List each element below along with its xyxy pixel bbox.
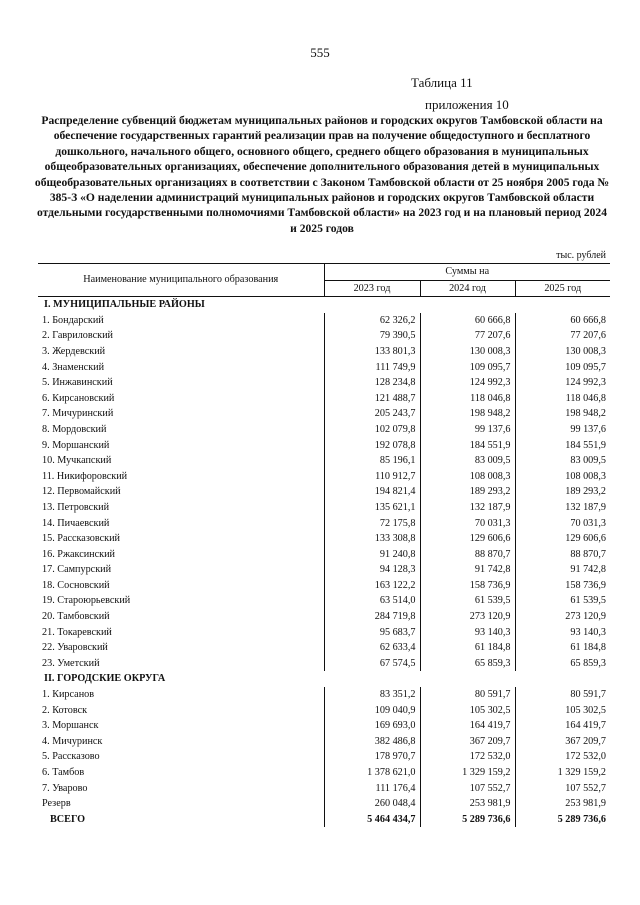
units-label: тыс. рублей: [556, 250, 606, 261]
value-2025: 83 009,5: [515, 453, 610, 469]
value-2025: 99 137,6: [515, 422, 610, 438]
value-2023: 121 488,7: [324, 391, 420, 407]
value-2025: 107 552,7: [515, 781, 610, 797]
value-2024: 105 302,5: [420, 703, 515, 719]
value-2023: 169 693,0: [324, 718, 420, 734]
table-row: [38, 562, 610, 578]
value-2025: 130 008,3: [515, 344, 610, 360]
row-name: 19. Староюрьевский: [42, 595, 131, 607]
value-2024: 77 207,6: [420, 328, 515, 344]
value-2023: 205 243,7: [324, 406, 420, 422]
row-name: 12. Первомайский: [42, 486, 121, 498]
value-2024: 108 008,3: [420, 469, 515, 485]
value-2025: 189 293,2: [515, 484, 610, 500]
value-2023: 194 821,4: [324, 484, 420, 500]
value-2025: 198 948,2: [515, 406, 610, 422]
row-name: 2. Гавриловский: [42, 330, 114, 342]
row-name: 20. Тамбовский: [42, 611, 110, 623]
value-2023: 284 719,8: [324, 609, 420, 625]
value-2024: 5 289 736,6: [420, 812, 515, 828]
value-2024: 107 552,7: [420, 781, 515, 797]
row-name: 5. Инжавинский: [42, 377, 113, 389]
row-name: 18. Сосновский: [42, 579, 110, 591]
value-2023: 109 040,9: [324, 703, 420, 719]
page-number: 555: [310, 45, 330, 60]
value-2025: 105 302,5: [515, 703, 610, 719]
row-name: 17. Сампурский: [42, 564, 112, 576]
value-2024: 158 736,9: [420, 578, 515, 594]
row-name: ВСЕГО: [50, 813, 86, 825]
table-row: [38, 625, 610, 641]
table-row: [38, 484, 610, 500]
value-2025: 80 591,7: [515, 687, 610, 703]
value-2023: 67 574,5: [324, 656, 420, 672]
row-name: 4. Мичуринск: [42, 735, 103, 747]
appendix-label: приложения 10: [425, 97, 509, 112]
row-name: 21. Токаревский: [42, 626, 112, 638]
value-2025: 132 187,9: [515, 500, 610, 516]
column-header-2023: 2023 год: [324, 280, 420, 297]
row-name: 3. Жердевский: [42, 345, 106, 357]
subsidy-table: [38, 263, 610, 827]
value-2025: 88 870,7: [515, 547, 610, 563]
value-2023: 135 621,1: [324, 500, 420, 516]
value-2023: 102 079,8: [324, 422, 420, 438]
value-2025: 158 736,9: [515, 578, 610, 594]
row-name: 13. Петровский: [42, 501, 110, 513]
value-2024: 93 140,3: [420, 625, 515, 641]
value-2023: 382 486,8: [324, 734, 420, 750]
value-2023: 62 633,4: [324, 640, 420, 656]
total-row: [38, 812, 610, 828]
value-2024: 109 095,7: [420, 360, 515, 376]
value-2023: 133 801,3: [324, 344, 420, 360]
value-2025: 129 606,6: [515, 531, 610, 547]
value-2023: 260 048,4: [324, 796, 420, 812]
value-2024: 80 591,7: [420, 687, 515, 703]
table-row: [38, 796, 610, 812]
row-name: 16. Ржаксинский: [42, 548, 116, 560]
row-name: 10. Мучкапский: [42, 455, 112, 467]
row-name: 7. Уварово: [42, 782, 88, 794]
value-2023: 83 351,2: [324, 687, 420, 703]
value-2024: 65 859,3: [420, 656, 515, 672]
row-name: 6. Тамбов: [42, 767, 85, 778]
value-2025: 172 532,0: [515, 749, 610, 765]
row-name: 15. Рассказовский: [42, 533, 121, 545]
value-2025: 70 031,3: [515, 516, 610, 532]
value-2024: 61 539,5: [420, 593, 515, 609]
value-2023: 5 464 434,7: [324, 812, 420, 828]
table-row: [38, 391, 610, 407]
row-name: 14. Пичаевский: [42, 517, 110, 529]
value-2025: 93 140,3: [515, 625, 610, 641]
value-2024: 129 606,6: [420, 531, 515, 547]
value-2023: 133 308,8: [324, 531, 420, 547]
value-2023: 91 240,8: [324, 547, 420, 563]
table-row: [38, 531, 610, 547]
value-2025: 273 120,9: [515, 609, 610, 625]
value-2023: 163 122,2: [324, 578, 420, 594]
table-row: [38, 313, 610, 329]
table-row: [38, 703, 610, 719]
row-name: 3. Моршанск: [42, 720, 99, 732]
value-2025: 253 981,9: [515, 796, 610, 812]
value-2024: 91 742,8: [420, 562, 515, 578]
value-2023: 94 128,3: [324, 562, 420, 578]
table-row: [38, 609, 610, 625]
value-2024: 184 551,9: [420, 438, 515, 454]
value-2025: 108 008,3: [515, 469, 610, 485]
table-row: [38, 328, 610, 344]
table-row: [38, 765, 610, 781]
table-row: [38, 469, 610, 485]
value-2024: 1 329 159,2: [420, 765, 515, 781]
value-2025: 77 207,6: [515, 328, 610, 344]
table-row: [38, 422, 610, 438]
value-2023: 72 175,8: [324, 516, 420, 532]
row-name: 7. Мичуринский: [42, 408, 114, 420]
table-row: [38, 578, 610, 594]
table-row: [38, 500, 610, 516]
value-2024: 367 209,7: [420, 734, 515, 750]
row-name: 6. Кирсановский: [42, 392, 115, 404]
value-2023: 79 390,5: [324, 328, 420, 344]
value-2024: 60 666,8: [420, 313, 515, 329]
value-2024: 70 031,3: [420, 516, 515, 532]
column-header-2024: 2024 год: [420, 280, 515, 297]
table-row: [38, 453, 610, 469]
value-2023: 62 326,2: [324, 313, 420, 329]
value-2024: 130 008,3: [420, 344, 515, 360]
column-header-sums: Суммы на: [324, 264, 610, 281]
value-2025: 124 992,3: [515, 375, 610, 391]
value-2024: 118 046,8: [420, 391, 515, 407]
value-2025: 367 209,7: [515, 734, 610, 750]
value-2025: 65 859,3: [515, 656, 610, 672]
value-2024: 164 419,7: [420, 718, 515, 734]
row-name: 1. Кирсанов: [42, 689, 95, 701]
value-2025: 61 184,8: [515, 640, 610, 656]
table-row: [38, 375, 610, 391]
row-name: 2. Котовск: [42, 704, 88, 716]
row-name: 22. Уваровский: [42, 642, 108, 654]
value-2023: 128 234,8: [324, 375, 420, 391]
value-2025: 109 095,7: [515, 360, 610, 376]
value-2023: 192 078,8: [324, 438, 420, 454]
row-name: 11. Никифоровский: [42, 470, 128, 482]
value-2024: 61 184,8: [420, 640, 515, 656]
value-2024: 273 120,9: [420, 609, 515, 625]
table-row: [38, 734, 610, 750]
value-2024: 88 870,7: [420, 547, 515, 563]
value-2023: 178 970,7: [324, 749, 420, 765]
row-name: Резерв: [42, 798, 71, 810]
table-row: [38, 593, 610, 609]
section-title: I. МУНИЦИПАЛЬНЫЕ РАЙОНЫ: [44, 299, 205, 311]
value-2025: 60 666,8: [515, 313, 610, 329]
value-2024: 83 009,5: [420, 453, 515, 469]
value-2025: 5 289 736,6: [515, 812, 610, 828]
value-2023: 63 514,0: [324, 593, 420, 609]
value-2025: 118 046,8: [515, 391, 610, 407]
section-title: II. ГОРОДСКИЕ ОКРУГА: [44, 673, 166, 685]
value-2025: 91 742,8: [515, 562, 610, 578]
document-title: Распределение субвенций бюджетам муниципальных районов и городских округов Тамбовской области на обеспечение государственных гарантий реализации прав на получение общедоступного и бесплатного дошкольного, начального общего, основного общего, среднего общего образования в муниципальных общеобразовательных организациях, обеспечение дополнительного образования детей в муниципальных общеобразовательных организациях в соответствии с Законом Тамбовской области от 25 ноября 2005 года № 385-З «О наделении администраций муниципальных районов и городских округов Тамбовской области отдельными государственными полномочиями Тамбовской области» на 2023 год и на плановый период 2024 и 2025 годов: [34, 114, 610, 235]
value-2024: 132 187,9: [420, 500, 515, 516]
value-2023: 111 749,9: [324, 360, 420, 376]
value-2024: 253 981,9: [420, 796, 515, 812]
value-2025: 1 329 159,2: [515, 765, 610, 781]
row-name: 23. Уметский: [42, 657, 100, 669]
value-2024: 99 137,6: [420, 422, 515, 438]
value-2023: 111 176,4: [324, 781, 420, 797]
value-2024: 172 532,0: [420, 749, 515, 765]
table-row: [38, 360, 610, 376]
table-row: [38, 406, 610, 422]
section-row: [38, 671, 610, 687]
value-2025: 164 419,7: [515, 718, 610, 734]
value-2023: 1 378 621,0: [324, 765, 420, 781]
table-label: Таблица 11: [411, 75, 473, 90]
table-row: [38, 438, 610, 454]
column-header-2025: 2025 год: [515, 280, 610, 297]
table-row: [38, 547, 610, 563]
row-name: 5. Рассказово: [42, 751, 100, 763]
table-row: [38, 640, 610, 656]
value-2023: 95 683,7: [324, 625, 420, 641]
table-row: [38, 656, 610, 672]
table-row: [38, 749, 610, 765]
table-row: [38, 516, 610, 532]
row-name: 9. Моршанский: [42, 439, 110, 451]
column-header-name: Наименование муниципального образования: [38, 264, 324, 297]
table-body: [38, 297, 610, 828]
value-2025: 61 539,5: [515, 593, 610, 609]
row-name: 8. Мордовский: [42, 423, 107, 435]
value-2024: 189 293,2: [420, 484, 515, 500]
table-row: [38, 781, 610, 797]
table-row: [38, 718, 610, 734]
table-row: [38, 344, 610, 360]
section-row: [38, 297, 610, 313]
table-row: [38, 687, 610, 703]
row-name: 4. Знаменский: [42, 361, 105, 373]
value-2024: 124 992,3: [420, 375, 515, 391]
value-2023: 85 196,1: [324, 453, 420, 469]
value-2023: 110 912,7: [324, 469, 420, 485]
value-2025: 184 551,9: [515, 438, 610, 454]
row-name: 1. Бондарский: [42, 314, 104, 326]
value-2024: 198 948,2: [420, 406, 515, 422]
